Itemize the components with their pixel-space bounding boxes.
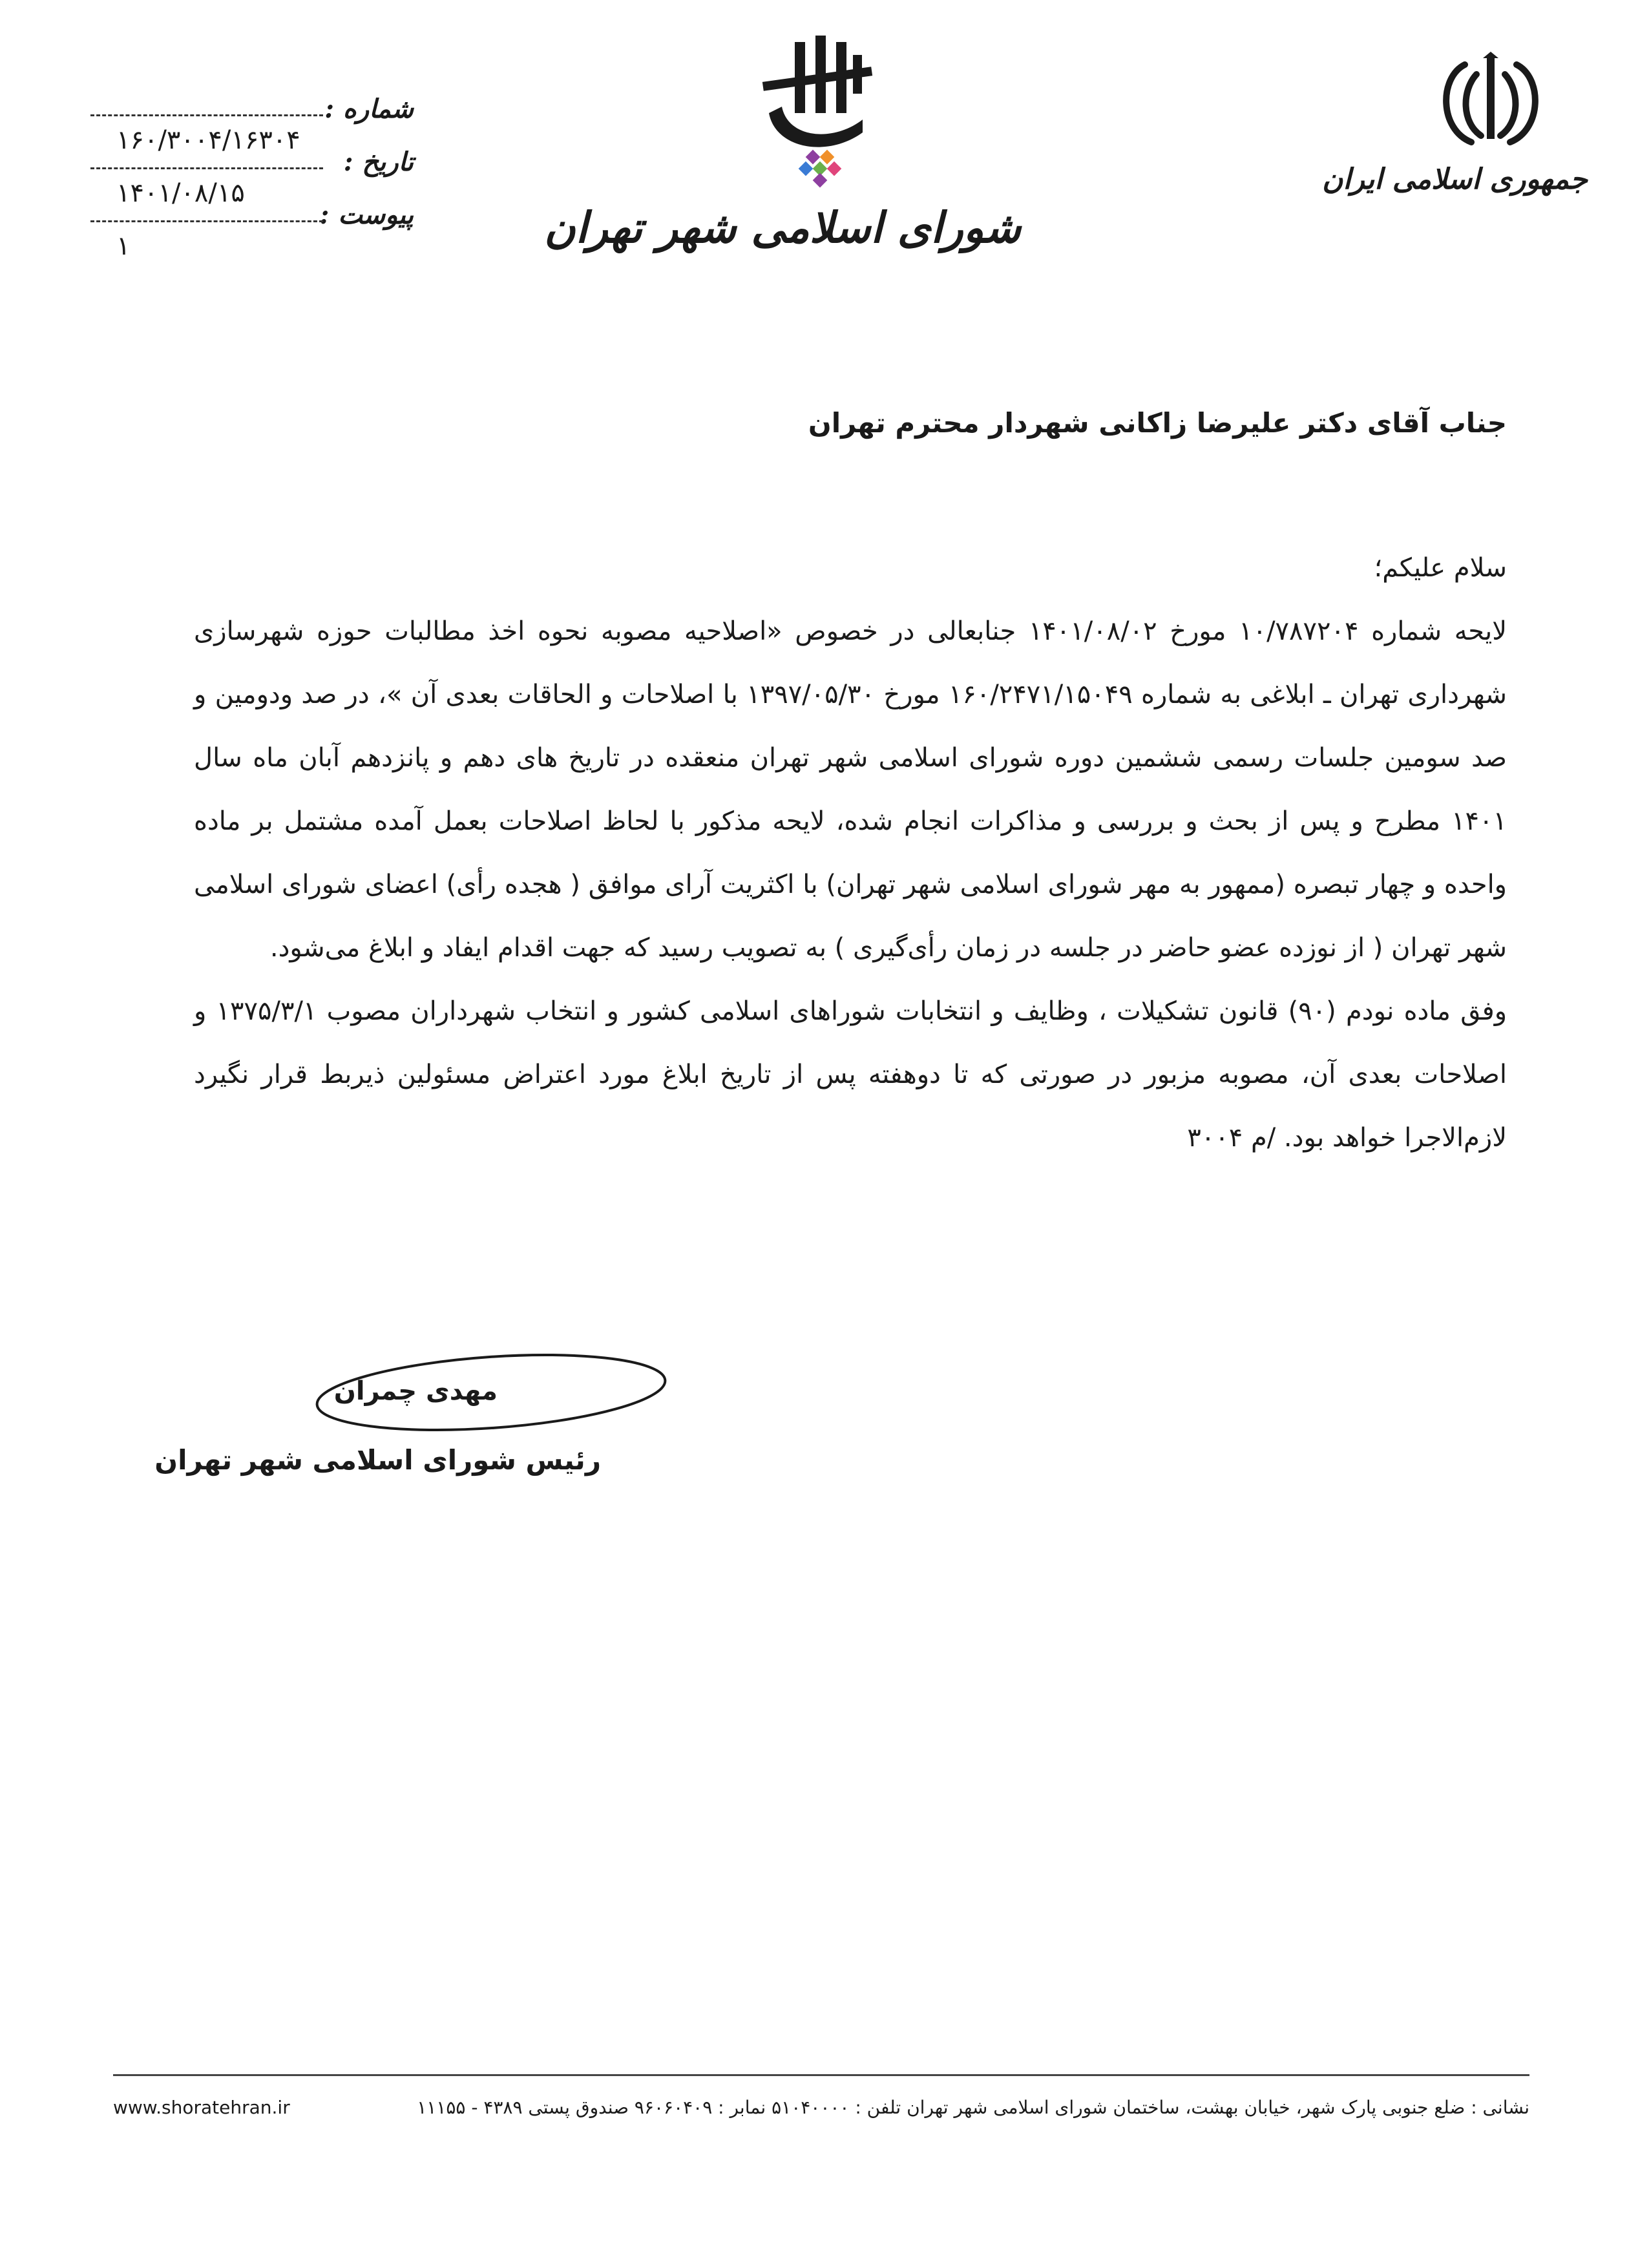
emblem-block (1322, 52, 1588, 196)
ref-attachment-value: ۱ (116, 231, 131, 261)
addressee: جناب آقای دکتر علیرضا زاکانی شهردار محترم تهران (808, 407, 1507, 439)
letter-body (194, 536, 1507, 1170)
iran-emblem-icon (1394, 52, 1588, 155)
ref-date-row (90, 124, 414, 208)
footer-website-link[interactable]: www.shoratehran.ir (113, 2097, 290, 2118)
ref-date-value: ۱۴۰۱/۰۸/۱۵ (116, 178, 245, 208)
ref-number-label: شماره : (324, 94, 414, 124)
council-caption: شورای اسلامی شهر تهران (544, 202, 1021, 253)
ref-attachment-label: پیوست : (319, 200, 414, 230)
paragraph-2: وفق ماده نودم (۹۰) قانون تشکیلات ، وظایف و انتخابات شوراهای اسلامی کشور و انتخاب شهرداران مصوب ۱۳۷۵/۳/۱ و اصلاحات بعدی آن، مصوبه مزبور در صورتی که تا دوهفته پس از تاریخ ابلاغ مورد اعتراض مسئولین ذیربط قرار نگیرد لازم‌الاجرا خواهد بود. /م ۳۰۰۴ (194, 996, 1507, 1153)
footer-divider (113, 2074, 1529, 2076)
ref-number-dots (90, 109, 323, 116)
ref-date-label: تاریخ : (343, 147, 414, 177)
paragraph-1: لایحه شماره ۱۰/۷۸۷۲۰۴ مورخ ۱۴۰۱/۰۸/۰۲ جنابعالی در خصوص «اصلاحیه مصوبه نحوه اخذ مطالبات حوزه شهرسازی شهرداری تهران ـ ابلاغی به شماره ۱۶۰/۲۴۷۱/۱۵۰۴۹ مورخ ۱۳۹۷/۰۵/۳۰ با اصلاحات و الحاقات بعدی آن »، در صد ودومین و صد سومین جلسات رسمی ششمین دوره شورای اسلامی شهر تهران منعقده در تاریخ های دهم و پانزدهم آبان ماه سال ۱۴۰۱ مطرح و پس از بحث و بررسی و مذاکرات انجام شده، لایحه مذکور با لحاظ اصلاحات بعمل آمده مشتمل بر ماده واحده و چهار تبصره (ممهور به مهر شورای اسلامی شهر تهران) با اکثریت آرای موافق ( هجده رأی) اعضای شورای اسلامی شهر تهران ( از نوزده عضو حاضر در جلسه در زمان رأی‌گیری ) به تصویب رسید که جهت اقدام ایفاد و ابلاغ می‌شود. (194, 616, 1507, 963)
signatory-name: مهدی چمران (333, 1376, 498, 1406)
ref-date-dots (90, 162, 323, 169)
signature-block (154, 1347, 678, 1476)
footer-address: نشانی : ضلع جنوبی پارک شهر، خیابان بهشت، ساختمان شورای اسلامی شهر تهران تلفن : ۵۱۰۴۰۰۰۰ نمابر : ۹۶۰۶۰۴۰۹ صندوق پستی ۴۳۸۹ - ۱۱۱۵۵ (417, 2097, 1529, 2118)
tehran-council-logo-icon (620, 36, 1021, 197)
reference-block (90, 71, 414, 261)
ref-attachment-row (90, 177, 414, 261)
emblem-caption: جمهوری اسلامی ایران (1322, 163, 1588, 196)
ref-number-row (90, 71, 414, 155)
signatory-title: رئیس شورای اسلامی شهر تهران (154, 1444, 601, 1476)
ref-number-value: ۱۶۰/۳۰۰۴/۱۶۳۰۴ (116, 125, 300, 155)
footer (113, 2097, 1529, 2118)
greeting: سلام علیکم؛ (1374, 553, 1507, 583)
ref-attachment-dots (90, 215, 323, 222)
council-logo-block (544, 36, 1021, 253)
